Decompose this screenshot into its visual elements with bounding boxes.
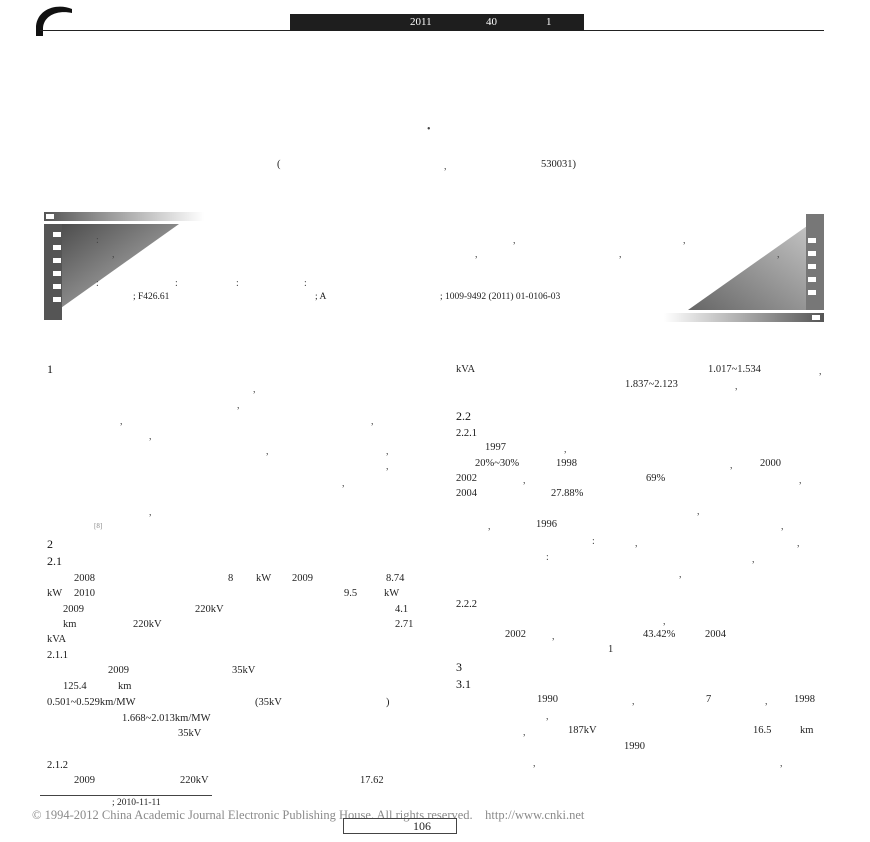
- text-mark: ,: [266, 446, 269, 457]
- text-2000: 2000: [760, 458, 781, 469]
- text-mark: ,: [679, 569, 682, 580]
- text-mark: ,: [799, 475, 802, 486]
- text-220kv2: 220kV: [133, 619, 162, 630]
- text-2004b: 2004: [705, 629, 726, 640]
- text-35kv-paren: (35kV: [255, 697, 282, 708]
- text-mark: :: [592, 536, 595, 547]
- received-date-value: 2010-11-11: [117, 798, 161, 808]
- text-1990b: 1990: [624, 741, 645, 752]
- abstract-mark: ,: [475, 249, 478, 260]
- text-kva: kVA: [47, 634, 67, 645]
- film-decoration-left: [44, 212, 204, 322]
- affiliation-paren: (: [277, 159, 281, 170]
- text-1998: 1998: [556, 458, 577, 469]
- text-mark: :: [546, 552, 549, 563]
- text-7: 7: [706, 694, 712, 705]
- text-2004: 2004: [456, 488, 477, 499]
- text-km2: km: [118, 681, 132, 692]
- abstract-mark: :: [96, 235, 99, 246]
- abstract-mark: ,: [112, 249, 115, 260]
- page-number-box: [343, 818, 457, 834]
- text-220kv3: 220kV: [180, 775, 209, 786]
- text-kw: kW: [256, 573, 272, 584]
- text-35kv: 35kV: [232, 665, 256, 676]
- text-35kv3: 35kV: [178, 728, 202, 739]
- text-mark: ,: [149, 431, 152, 442]
- clc-number: ; F426.61: [133, 292, 170, 302]
- text-mark: ,: [781, 521, 784, 532]
- text-95: 9.5: [344, 588, 358, 599]
- text-mark: ,: [819, 366, 822, 377]
- abstract-mark: ,: [683, 235, 686, 246]
- text-mark: ,: [253, 384, 256, 395]
- received-date: ; 2010-11-11: [112, 798, 161, 808]
- section-2-1-2-heading: 2.1.2: [47, 760, 68, 771]
- text-mark: ,: [342, 478, 345, 489]
- section-2-2-2-heading: 2.2.2: [456, 599, 477, 610]
- section-1-heading: 1: [47, 362, 53, 376]
- text-874: 8.74: [386, 573, 405, 584]
- text-paren-close: ): [386, 697, 390, 708]
- text-1996: 1996: [536, 519, 557, 530]
- text-mark: ,: [735, 381, 738, 392]
- section-2-2-1-heading: 2.2.1: [456, 428, 477, 439]
- text-pct-range: 20%~30%: [475, 458, 520, 469]
- section-2-2-heading: 2.2: [456, 409, 471, 423]
- text-2010: 2010: [74, 588, 95, 599]
- text-2009b: 2009: [63, 604, 84, 615]
- text-mark: ,: [632, 696, 635, 707]
- text-69pct: 69%: [646, 473, 666, 484]
- abstract-mark: ,: [777, 249, 780, 260]
- text-mark: ,: [552, 631, 555, 642]
- text-271: 2.71: [395, 619, 414, 630]
- text-2009d: 2009: [74, 775, 95, 786]
- text-mark: ,: [371, 416, 374, 427]
- abstract-mark: ,: [513, 235, 516, 246]
- section-2-1-heading: 2.1: [47, 554, 62, 568]
- copyright-notice: © 1994-2012 China Academic Journal Electronic Publishing House. All rights reserved. http://www.cnki.net: [32, 808, 585, 822]
- text-220kv: 220kV: [195, 604, 224, 615]
- text-mark: ,: [752, 554, 755, 565]
- text-mark: ,: [765, 696, 768, 707]
- text-kw3: kW: [384, 588, 400, 599]
- text-2002: 2002: [456, 473, 477, 484]
- text-2002b: 2002: [505, 629, 526, 640]
- text-km: km: [63, 619, 77, 630]
- text-range-a: 0.501~0.529km/MW: [47, 697, 136, 708]
- header-issue: 1: [546, 16, 552, 28]
- text-kva-r: kVA: [456, 364, 476, 375]
- text-mark: ,: [523, 727, 526, 738]
- header-year: 2011: [410, 16, 432, 28]
- page-number: 106: [413, 819, 431, 833]
- clc-value: F426.61: [138, 292, 170, 302]
- journal-logo: [32, 4, 78, 36]
- text-range-b: 1.668~2.013km/MW: [122, 713, 211, 724]
- text-2009c: 2009: [108, 665, 129, 676]
- text-187kv: 187kV: [568, 725, 597, 736]
- text-1: 1: [608, 644, 614, 655]
- text-1254: 125.4: [63, 681, 87, 692]
- citation-ref: [8]: [94, 522, 103, 530]
- abstract-mark: :: [96, 278, 99, 289]
- text-mark: ,: [149, 507, 152, 518]
- section-2-heading: 2: [47, 537, 53, 551]
- doc-code-value: A: [319, 292, 327, 302]
- text-1762: 17.62: [360, 775, 384, 786]
- section-3-1-heading: 3.1: [456, 677, 471, 691]
- text-mark: ,: [546, 711, 549, 722]
- abstract-mark: ,: [619, 249, 622, 260]
- text-1998b: 1998: [794, 694, 815, 705]
- text-2788pct: 27.88%: [551, 488, 584, 499]
- abstract-mark: :: [304, 278, 307, 289]
- section-3-heading: 3: [456, 660, 462, 674]
- text-1990: 1990: [537, 694, 558, 705]
- abstract-mark: :: [175, 278, 178, 289]
- text-mark: ,: [120, 416, 123, 427]
- article-id: ; 1009-9492 (2011) 01-0106-03: [440, 292, 561, 302]
- text-165: 16.5: [753, 725, 772, 736]
- text-mark: ,: [780, 758, 783, 769]
- text-41: 4.1: [395, 604, 409, 615]
- doc-code: ; A: [315, 292, 327, 302]
- affiliation-postcode: 530031): [541, 159, 576, 170]
- text-1997: 1997: [485, 442, 506, 453]
- text-2009a: 2009: [292, 573, 313, 584]
- text-range-r2: 1.837~2.123: [625, 379, 678, 390]
- text-mark: ,: [523, 475, 526, 486]
- film-decoration-right: [664, 214, 824, 324]
- text-mark: ,: [237, 400, 240, 411]
- text-kw2: kW: [47, 588, 63, 599]
- text-8: 8: [228, 573, 234, 584]
- text-mark: ,: [488, 521, 491, 532]
- affiliation-dot: ,: [444, 161, 447, 172]
- text-2008: 2008: [74, 573, 95, 584]
- article-id-value: 1009-9492 (2011) 01-0106-03: [445, 292, 561, 302]
- footnote-rule: [40, 795, 212, 796]
- header-volume: 40: [486, 16, 497, 28]
- author-dot: •: [427, 124, 431, 135]
- text-mark: ,: [797, 538, 800, 549]
- text-mark: ,: [697, 506, 700, 517]
- text-mark: ,: [564, 444, 567, 455]
- text-4342pct: 43.42%: [643, 629, 676, 640]
- text-km-r: km: [800, 725, 814, 736]
- text-range-r1: 1.017~1.534: [708, 364, 761, 375]
- text-mark: ,: [386, 461, 389, 472]
- text-mark: ,: [386, 446, 389, 457]
- section-2-1-1-heading: 2.1.1: [47, 650, 68, 661]
- text-mark: ,: [533, 758, 536, 769]
- text-mark: ,: [635, 538, 638, 549]
- text-mark: ,: [663, 616, 666, 627]
- abstract-mark: :: [236, 278, 239, 289]
- header-bar: [290, 14, 584, 31]
- text-mark: ,: [730, 460, 733, 471]
